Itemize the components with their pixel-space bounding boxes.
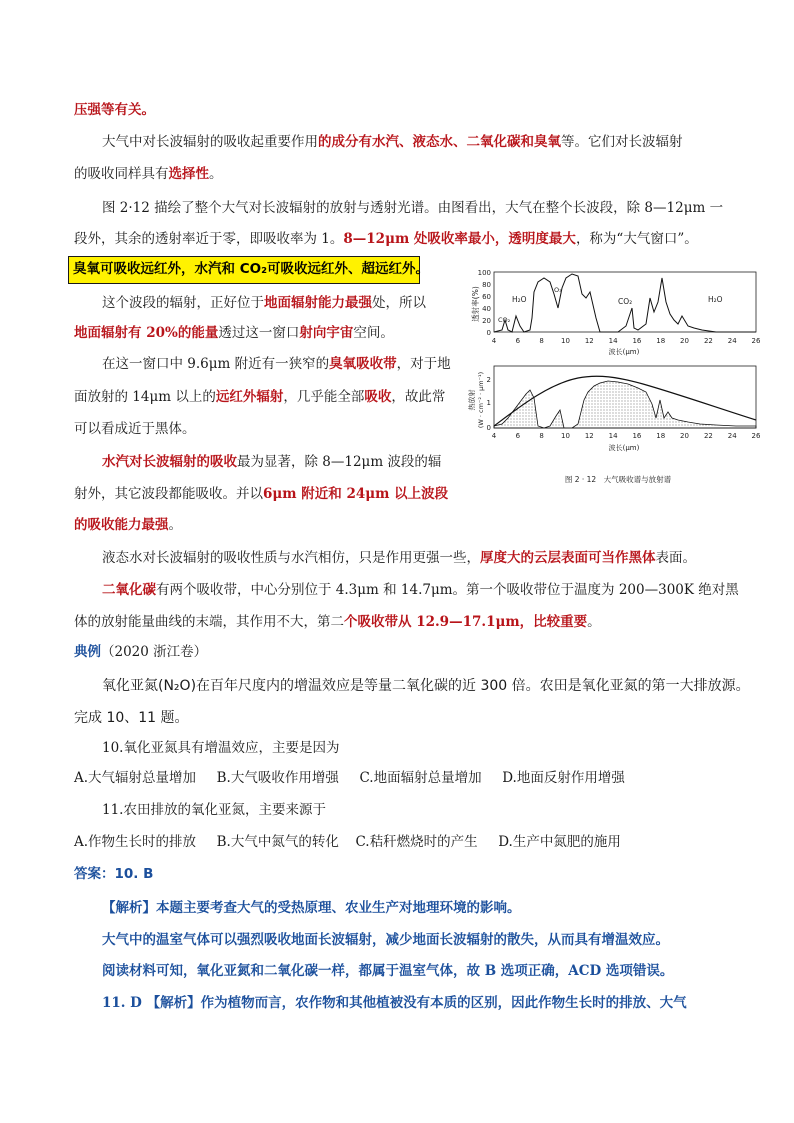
bottom-ytick: 2 [486,376,491,384]
bottom-ylabel: 热放射 [468,389,476,411]
emphasis-text: 压强等有关。 [74,102,155,118]
analysis-line: 阅读材料可知，氧化亚氮和二氧化碳一样，都属于温室气体，故 B 选项正确，ACD 选项错误。 [102,963,674,979]
option-b: B.大气中氮气的转化 [216,834,339,850]
spectrum-svg [468,268,773,490]
paragraph-line: 可以看成近于黑体。 [74,421,196,437]
question-11: 11.农田排放的氧化亚氮，主要来源于 [102,802,326,818]
option-a: A.作物生长时的排放 [74,834,197,850]
bottom-xtick: 22 [703,432,713,440]
top-xtick: 24 [727,337,737,345]
bottom-xtick: 6 [515,432,521,440]
option-b: B.大气吸收作用增强 [216,770,339,786]
absorption-shaded-area [494,381,756,428]
paragraph-ozone: 在这一窗口中 9.6μm 附近有一狭窄的臭氧吸收带，对于地 [102,356,451,372]
top-ytick: 0 [486,329,491,337]
top-ytick: 40 [482,305,491,313]
bottom-xtick: 10 [561,432,570,440]
paragraph-line: 体的放射能量曲线的末端，其作用不大，第二个吸收带从 12.9—17.1μm，比较重要。 [74,614,601,630]
bottom-ylabel-unit: (W · cm⁻² · μm⁻¹) [477,371,485,429]
label-co2: CO₂ [618,297,633,306]
bottom-xtick: 18 [656,432,666,440]
continuation-line [74,100,155,120]
paragraph-window: 这个波段的辐射，正好位于地面辐射能力最强处，所以 [102,295,426,311]
bottom-xtick: 4 [491,432,497,440]
analysis-line: 【解析】本题主要考查大气的受热原理、农业生产对地理环境的影响。 [102,900,521,916]
option-a: A.大气辐射总量增加 [74,770,197,786]
top-xtick: 12 [584,337,594,345]
paragraph-line: 的吸收能力最强。 [74,517,182,533]
bottom-ytick: 0 [486,424,491,432]
paragraph-water-vapor: 水汽对长波辐射的吸收最为显著，除 8—12μm 波段的辐 [102,454,442,470]
bottom-ytick: 1 [486,399,491,407]
bottom-xtick: 12 [584,432,594,440]
paragraph-co2: 二氧化碳有两个吸收带，中心分别位于 4.3μm 和 14.7μm。第一个吸收带位于温度为 200—300K 绝对黑 [102,582,739,598]
analysis-line: 11. D 【解析】作为植物而言，农作物和其他植被没有本质的区别，因此作物生长时的排放、大气 [102,995,687,1011]
label-h2o: H₂O [512,295,527,304]
paragraph-longwave-absorbers: 大气中对长波辐射的吸收起重要作用的成分有水汽、液态水、二氧化碳和臭氧等。它们对长波辐射 [102,134,683,150]
question-11-options [74,832,621,852]
top-xtick: 14 [608,337,618,345]
question-10: 10.氧化亚氮具有增温效应，主要是因为 [102,740,340,756]
figure-caption: 图 2 · 12 大气吸收谱与放射谱 [564,475,672,484]
top-xtick: 6 [515,337,521,345]
paragraph-line: 射外，其它波段都能吸收。并以6μm 附近和 24μm 以上波段 [74,486,449,502]
bottom-xlabel: 波长(μm) [608,444,640,452]
paragraph-line: 地面辐射有 20%的能量透过这一窗口射向宇宙空间。 [74,325,394,341]
label-h2o: H₂O [708,295,723,304]
paragraph-spectrum: 图 2·12 描绘了整个大气对长波辐射的放射与透射光谱。由图看出，大气在整个长波段，除 8—12μm 一 [102,200,724,216]
top-xtick: 18 [656,337,666,345]
label-co2: CO₂ [498,316,511,324]
question-10-options [74,768,625,788]
spectrum-figure [468,268,773,490]
option-c: C.秸秆燃烧时的产生 [355,834,478,850]
example-text: 完成 10、11 题。 [74,710,189,726]
top-ylabel: 透射率(%) [471,286,480,322]
bottom-xtick: 16 [632,432,642,440]
paragraph-line: 的吸收同样具有选择性。 [74,166,223,182]
highlight-callout: 臭氧可吸收远红外，水汽和 CO₂可吸收远红外、超远红外。 [68,256,420,284]
bottom-xtick: 20 [680,432,689,440]
bottom-xtick: 24 [727,432,737,440]
example-text: 氧化亚氮(N₂O)在百年尺度内的增温效应是等量二氧化碳的近 300 倍。农田是氧化亚氮的第一大排放源。 [102,678,750,694]
label-o3: O₃ [554,286,562,294]
top-xtick: 8 [539,337,544,345]
option-d: D.生产中氮肥的施用 [498,834,621,850]
top-xtick: 10 [561,337,570,345]
example-header: 典例（2020 浙江卷） [74,644,208,660]
paragraph-line: 面放射的 14μm 以上的远红外辐射，几乎能全部吸收，故此常 [74,389,446,405]
analysis-line: 大气中的温室气体可以强烈吸收地面长波辐射，减少地面长波辐射的散失，从而具有增温效应。 [102,932,669,948]
option-c: C.地面辐射总量增加 [359,770,482,786]
bottom-xtick: 26 [751,432,761,440]
bottom-xtick: 8 [539,432,544,440]
top-xtick: 22 [703,337,713,345]
paragraph-line: 段外，其余的透射率近于零，即吸收率为 1。8—12μm 处吸收率最小，透明度最大，称为“大气窗口”。 [74,231,698,247]
top-ytick: 80 [482,281,491,289]
top-xtick: 4 [491,337,497,345]
top-xlabel: 波长(μm) [608,348,640,356]
option-d: D.地面反射作用增强 [502,770,625,786]
top-xtick: 20 [680,337,689,345]
answer-line: 答案：10. B [74,866,154,882]
top-ytick: 60 [482,293,491,301]
paragraph-liquid-water: 液态水对长波辐射的吸收性质与水汽相仿，只是作用更强一些，厚度大的云层表面可当作黑体表面。 [102,550,696,566]
bottom-xtick: 14 [608,432,618,440]
top-ytick: 100 [477,269,491,277]
top-xtick: 26 [751,337,761,345]
top-xtick: 16 [632,337,642,345]
top-ytick: 20 [482,317,491,325]
